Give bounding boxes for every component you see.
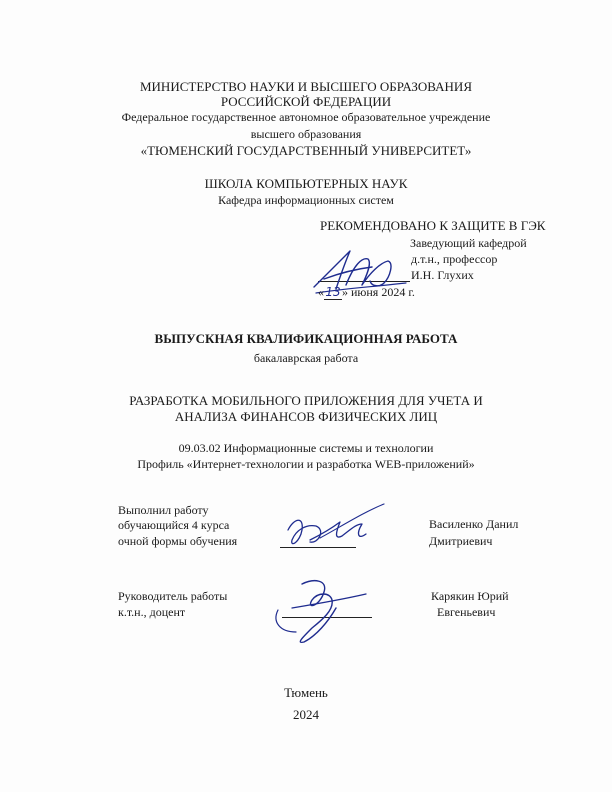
institution-type-line: Федеральное государственное автономное образовательное учреждение xyxy=(121,110,491,124)
student-name-1: Василенко Данил xyxy=(429,517,519,531)
university-name: «ТЮМЕНСКИЙ ГОСУДАРСТВЕННЫЙ УНИВЕРСИТЕТ» xyxy=(140,143,472,158)
profile-line: Профиль «Интернет-технологии и разработка WEB-приложений» xyxy=(137,457,475,471)
approver-degree: д.т.н., профессор xyxy=(411,252,498,266)
supervisor-label-1: Руководитель работы xyxy=(118,589,228,603)
chair-name: Кафедра информационных систем xyxy=(218,193,394,207)
ministry-line: МИНИСТЕРСТВО НАУКИ И ВЫСШЕГО ОБРАЗОВАНИЯ xyxy=(139,79,472,94)
footer-year: 2024 xyxy=(293,707,319,722)
approval-date xyxy=(318,285,415,300)
approval-heading: РЕКОМЕНДОВАНО К ЗАЩИТЕ В ГЭК xyxy=(320,218,546,233)
student-label-3: очной формы обучения xyxy=(118,534,238,548)
education-level-line: высшего образования xyxy=(250,127,362,141)
supervisor-name-1: Карякин Юрий xyxy=(431,589,509,603)
supervisor-name-2: Евгеньевич xyxy=(437,605,496,619)
school-name: ШКОЛА КОМПЬЮТЕРНЫХ НАУК xyxy=(204,176,408,191)
approver-position: Заведующий кафедрой xyxy=(410,236,527,250)
topic-line-1: РАЗРАБОТКА МОБИЛЬНОГО ПРИЛОЖЕНИЯ ДЛЯ УЧЕТА И xyxy=(129,393,483,408)
federation-line: РОССИЙСКОЙ ФЕДЕРАЦИИ xyxy=(220,94,392,109)
date-day: 13 xyxy=(325,285,341,299)
supervisor-signature xyxy=(262,570,382,652)
student-name-2: Дмитриевич xyxy=(429,534,493,548)
supervisor-label-2: к.т.н., доцент xyxy=(118,605,186,619)
topic-line-2: АНАЛИЗА ФИНАНСОВ ФИЗИЧЕСКИХ ЛИЦ xyxy=(174,409,438,424)
approver-name: И.Н. Глухих xyxy=(411,268,474,282)
date-rest: » июня 2024 г. xyxy=(342,285,415,299)
student-label-1: Выполнил работу xyxy=(118,503,209,517)
footer-city: Тюмень xyxy=(284,685,328,700)
work-type-title: ВЫПУСКНАЯ КВАЛИФИКАЦИОННАЯ РАБОТА xyxy=(154,331,458,346)
work-type-subtitle: бакалаврская работа xyxy=(253,351,359,365)
date-open-quote: « xyxy=(318,285,324,299)
student-signature xyxy=(280,500,390,560)
student-label-2: обучающийся 4 курса xyxy=(118,518,230,532)
specialty-line: 09.03.02 Информационные системы и технологии xyxy=(178,441,434,455)
